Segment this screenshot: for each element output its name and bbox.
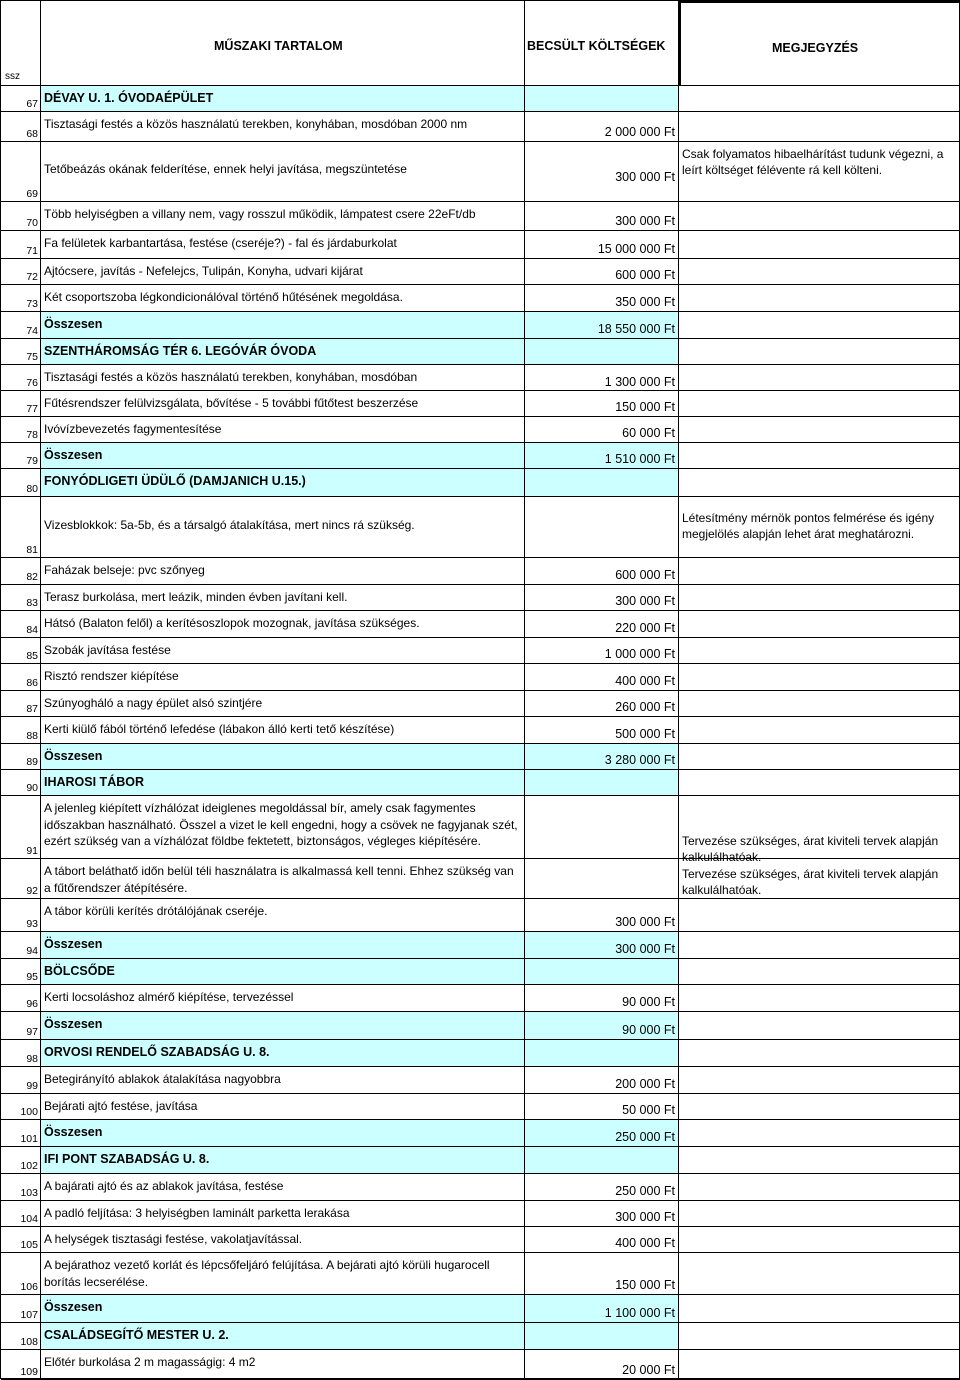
cost-cell	[525, 1295, 679, 1322]
description-cell	[41, 717, 525, 743]
cost-cell	[525, 664, 679, 690]
section-title: FONYÓDLIGETI ÜDÜLŐ (DAMJANICH U.15.)	[44, 474, 306, 488]
row-number: 88	[26, 730, 38, 742]
item-description: A helységek tisztasági festése, vakolatjavítással.	[44, 1232, 303, 1246]
cost-cell	[525, 1012, 679, 1039]
row-number-cell	[1, 365, 41, 390]
section-title: IFI PONT SZABADSÁG U. 8.	[44, 1152, 210, 1166]
section-title: SZENTHÁROMSÁG TÉR 6. LEGÓVÁR ÓVODA	[44, 344, 317, 358]
row-number: 82	[26, 571, 38, 583]
row-number-cell	[1, 717, 41, 743]
cost-cell	[525, 312, 679, 338]
table-row	[1, 1323, 960, 1350]
table-row	[1, 985, 960, 1012]
cost-cell	[525, 112, 679, 141]
section-title: Összesen	[44, 1125, 103, 1139]
description-cell	[41, 259, 525, 284]
table-row	[1, 112, 960, 142]
row-number-cell	[1, 1040, 41, 1066]
description-cell	[41, 1350, 525, 1379]
row-number-cell	[1, 312, 41, 338]
row-number: 90	[26, 782, 38, 794]
description-cell	[41, 770, 525, 795]
item-description: Tisztasági festés a közös használatú terekben, konyhában, mosdóban	[44, 370, 418, 384]
table-row	[1, 417, 960, 443]
total-cost: 18 550 000 Ft	[597, 322, 675, 336]
note-text: Csak folyamatos hibaelhárítást tudunk végezni, a leírt költséget félévente rá kell költeni.	[682, 147, 944, 177]
description-cell	[41, 959, 525, 984]
row-number: 79	[26, 455, 38, 467]
table-row	[1, 1067, 960, 1094]
header-ssz-cell	[1, 1, 41, 86]
row-number-cell	[1, 796, 41, 858]
table-row	[1, 717, 960, 744]
total-cost: 3 280 000 Ft	[604, 753, 675, 767]
item-cost: 260 000 Ft	[615, 700, 675, 714]
header-ssz: ssz	[5, 71, 20, 82]
description-cell	[41, 558, 525, 584]
cost-cell	[525, 443, 679, 468]
row-number: 83	[26, 597, 38, 609]
description-cell	[41, 932, 525, 958]
note-text: Létesítmény mérnök pontos felmérése és igény megjelölés alapján lehet árat meghatározni.	[682, 511, 935, 541]
row-number: 97	[26, 1026, 38, 1038]
cost-cell	[525, 859, 679, 898]
item-description: Két csoportszoba légkondicionálóval történő hűtésének megoldása.	[44, 290, 403, 304]
note-text: Tervezése szükséges, árat kiviteli tervek alapján kalkulálhatóak.	[682, 867, 939, 897]
table-row	[1, 558, 960, 585]
row-number: 86	[26, 677, 38, 689]
row-number: 108	[20, 1336, 38, 1348]
item-cost: 300 000 Ft	[615, 170, 675, 184]
item-cost: 300 000 Ft	[615, 214, 675, 228]
description-cell	[41, 859, 525, 898]
row-number-cell	[1, 585, 41, 610]
item-description: Ajtócsere, javítás - Nefelejcs, Tulipán, Konyha, udvari kijárat	[44, 264, 363, 278]
cost-cell	[525, 1067, 679, 1093]
total-cost: 300 000 Ft	[615, 942, 675, 956]
row-number: 100	[20, 1106, 38, 1118]
table-row	[1, 339, 960, 365]
item-description: A tábor körüli kerítés drótálójának cseréje.	[44, 904, 268, 918]
table-row	[1, 231, 960, 259]
section-title: IHAROSI TÁBOR	[44, 775, 144, 789]
row-number: 96	[26, 998, 38, 1010]
row-number: 80	[26, 483, 38, 495]
header-content-cell	[41, 1, 525, 86]
row-number-cell	[1, 1201, 41, 1226]
item-description: Hátsó (Balaton felől) a kerítésoszlopok mozognak, javítása szükséges.	[44, 616, 420, 630]
row-number-cell	[1, 959, 41, 984]
item-description: Bejárati ajtó festése, javítása	[44, 1099, 198, 1113]
cost-cell	[525, 611, 679, 637]
cost-cell	[525, 497, 679, 557]
row-number: 67	[26, 98, 38, 110]
row-number: 93	[26, 918, 38, 930]
cost-cell	[525, 1040, 679, 1066]
description-cell	[41, 285, 525, 311]
description-cell	[41, 417, 525, 442]
cost-cell	[525, 1174, 679, 1200]
total-cost: 250 000 Ft	[615, 1130, 675, 1144]
row-number-cell	[1, 1253, 41, 1294]
item-cost: 300 000 Ft	[615, 915, 675, 929]
row-number: 98	[26, 1053, 38, 1065]
row-number-cell	[1, 1227, 41, 1252]
item-cost: 200 000 Ft	[615, 1077, 675, 1091]
row-number: 109	[20, 1366, 38, 1378]
row-number-cell	[1, 339, 41, 364]
description-cell	[41, 443, 525, 468]
cost-cell	[525, 899, 679, 931]
item-description: Több helyiségben a villany nem, vagy rosszul működik, lámpatest csere 22eFt/db	[44, 207, 476, 221]
cost-cell	[525, 142, 679, 201]
table-row	[1, 469, 960, 497]
description-cell	[41, 365, 525, 390]
row-number: 105	[20, 1239, 38, 1251]
description-cell	[41, 1227, 525, 1252]
description-cell	[41, 611, 525, 637]
cost-cell	[525, 1350, 679, 1379]
row-number: 101	[20, 1133, 38, 1145]
item-description: Kerti locsoláshoz almérő kiépítése, tervezéssel	[44, 990, 294, 1004]
cost-cell	[525, 932, 679, 958]
row-number: 70	[26, 217, 38, 229]
description-cell	[41, 202, 525, 230]
cost-cell	[525, 1094, 679, 1119]
item-cost: 350 000 Ft	[615, 295, 675, 309]
description-cell	[41, 899, 525, 931]
item-description: Risztó rendszer kiépítése	[44, 669, 179, 683]
table-row	[1, 443, 960, 469]
description-cell	[41, 638, 525, 663]
table-row	[1, 664, 960, 691]
cost-cell	[525, 1201, 679, 1226]
description-cell	[41, 112, 525, 141]
row-number-cell	[1, 259, 41, 284]
cost-cell	[525, 1120, 679, 1146]
cost-cell	[525, 1147, 679, 1173]
table-row	[1, 585, 960, 611]
row-number-cell	[1, 1350, 41, 1379]
item-description: A jelenleg kiépített vízhálózat ideiglenes megoldással bír, amely csak fagymentes időszakban használható. Összel a vizet le kell engedni, hogy a csövek ne fagyjanak szét, ezért szükség van a vízhálózat földbe fektetett, biztonságos, végleges kiépítésére.	[44, 801, 518, 848]
row-number: 95	[26, 971, 38, 983]
cost-cell	[525, 86, 679, 111]
item-description: Szobák javítása festése	[44, 643, 171, 657]
table-row	[1, 86, 960, 112]
item-description: Szúnyogháló a nagy épület alsó szintjére	[44, 696, 263, 710]
row-number: 89	[26, 756, 38, 768]
row-number-cell	[1, 1147, 41, 1173]
table-row	[1, 1120, 960, 1147]
row-number-cell	[1, 1120, 41, 1146]
row-number-cell	[1, 1323, 41, 1349]
table-row	[1, 285, 960, 312]
item-description: Tetőbeázás okának felderítése, ennek helyi javítása, megszüntetése	[44, 162, 407, 176]
section-title: Összesen	[44, 1017, 103, 1031]
row-number-cell	[1, 231, 41, 258]
section-title: DÉVAY U. 1. ÓVODAÉPÜLET	[44, 91, 214, 105]
item-description: A bajárati ajtó és az ablakok javítása, festése	[44, 1179, 284, 1193]
header-notes-cell	[679, 1, 960, 86]
item-description: Ivóvízbevezetés fagymentesítése	[44, 422, 222, 436]
table-row	[1, 1227, 960, 1253]
item-description: Faházak belseje: pvc szőnyeg	[44, 563, 205, 577]
cost-cell	[525, 985, 679, 1011]
row-number-cell	[1, 112, 41, 141]
description-cell	[41, 391, 525, 416]
item-description: Tisztasági festés a közös használatú terekben, konyhában, mosdóban 2000 nm	[44, 117, 468, 131]
item-cost: 600 000 Ft	[615, 268, 675, 282]
table-row	[1, 1174, 960, 1201]
section-title: BÖLCSŐDE	[44, 964, 115, 978]
row-number-cell	[1, 932, 41, 958]
description-cell	[41, 1295, 525, 1322]
row-number: 75	[26, 351, 38, 363]
cost-cell	[525, 339, 679, 364]
section-title: Összesen	[44, 1300, 103, 1314]
table-row	[1, 1012, 960, 1040]
section-title: Összesen	[44, 937, 103, 951]
row-number-cell	[1, 899, 41, 931]
header-cost: BECSÜLT KÖLTSÉGEK	[527, 39, 666, 53]
table-row	[1, 202, 960, 231]
row-number: 103	[20, 1187, 38, 1199]
row-number: 76	[26, 377, 38, 389]
item-cost: 50 000 Ft	[622, 1103, 675, 1117]
description-cell	[41, 1040, 525, 1066]
row-number-cell	[1, 859, 41, 898]
description-cell	[41, 796, 525, 858]
description-cell	[41, 142, 525, 201]
item-cost: 15 000 000 Ft	[597, 242, 675, 256]
row-number-cell	[1, 558, 41, 584]
description-cell	[41, 691, 525, 716]
note-text: Tervezése szükséges, árat kiviteli tervek alapján kalkulálhatóak.	[682, 834, 939, 864]
section-title: ORVOSI RENDELŐ SZABADSÁG U. 8.	[44, 1045, 270, 1059]
item-description: A tábort beláthatő időn belül téli használatra is alkalmassá kell tenni. Ehhez szükség van a fűtőrendszer átépítésére.	[44, 864, 514, 895]
item-cost: 400 000 Ft	[615, 1236, 675, 1250]
row-number: 87	[26, 703, 38, 715]
description-cell	[41, 1094, 525, 1119]
cost-cell	[525, 365, 679, 390]
table-row	[1, 611, 960, 638]
item-cost: 20 000 Ft	[622, 1363, 675, 1377]
row-number: 85	[26, 650, 38, 662]
description-cell	[41, 1012, 525, 1039]
description-cell	[41, 86, 525, 111]
row-number: 94	[26, 945, 38, 957]
item-cost: 300 000 Ft	[615, 1210, 675, 1224]
row-number: 78	[26, 429, 38, 441]
table-row	[1, 259, 960, 285]
table-row	[1, 1040, 960, 1067]
row-number-cell	[1, 391, 41, 416]
table-row	[1, 638, 960, 664]
row-number: 68	[26, 128, 38, 140]
section-title: Összesen	[44, 749, 103, 763]
cost-cell	[525, 417, 679, 442]
item-cost: 150 000 Ft	[615, 400, 675, 414]
cost-cell	[525, 469, 679, 496]
row-number-cell	[1, 202, 41, 230]
item-cost: 400 000 Ft	[615, 674, 675, 688]
cost-cell	[525, 231, 679, 258]
row-number: 106	[20, 1281, 38, 1293]
description-cell	[41, 469, 525, 496]
section-title: Összesen	[44, 448, 103, 462]
cost-cell	[525, 1227, 679, 1252]
row-number-cell	[1, 638, 41, 663]
total-cost: 1 100 000 Ft	[604, 1306, 675, 1320]
row-number-cell	[1, 1174, 41, 1200]
item-description: Kerti kiülő fából történő lefedése (lábakon álló kerti tető készítése)	[44, 722, 395, 736]
row-number-cell	[1, 985, 41, 1011]
row-number-cell	[1, 611, 41, 637]
row-number-cell	[1, 417, 41, 442]
item-cost: 300 000 Ft	[615, 594, 675, 608]
item-description: A padló feljítása: 3 helyiségben laminált parketta lerakása	[44, 1206, 350, 1220]
item-cost: 220 000 Ft	[615, 621, 675, 635]
cost-cell	[525, 744, 679, 769]
cost-cell	[525, 1253, 679, 1294]
table-row	[1, 691, 960, 717]
description-cell	[41, 744, 525, 769]
row-number-cell	[1, 691, 41, 716]
row-number: 92	[26, 885, 38, 897]
row-number-cell	[1, 770, 41, 795]
cost-cell	[525, 796, 679, 858]
item-cost: 1 300 000 Ft	[604, 375, 675, 389]
item-description: A bejárathoz vezető korlát és lépcsőfeljáró felújítása. A bejárati ajtó körüli hugarocell borítás lecserélése.	[44, 1258, 490, 1289]
description-cell	[41, 1253, 525, 1294]
table-row	[1, 932, 960, 959]
description-cell	[41, 1147, 525, 1173]
row-number: 69	[26, 188, 38, 200]
description-cell	[41, 1323, 525, 1349]
table-row	[1, 959, 960, 985]
description-cell	[41, 231, 525, 258]
row-number-cell	[1, 1295, 41, 1322]
row-number-cell	[1, 1067, 41, 1093]
row-number: 91	[26, 845, 38, 857]
item-cost: 250 000 Ft	[615, 1184, 675, 1198]
header-content: MŰSZAKI TARTALOM	[214, 39, 343, 53]
item-description: Terasz burkolása, mert leázik, minden évben javítani kell.	[44, 590, 348, 604]
item-cost: 600 000 Ft	[615, 568, 675, 582]
row-number-cell	[1, 497, 41, 557]
row-number: 81	[26, 544, 38, 556]
cost-cell	[525, 259, 679, 284]
row-number-cell	[1, 1094, 41, 1119]
table-row	[1, 899, 960, 932]
description-cell	[41, 1174, 525, 1200]
item-description: Előtér burkolása 2 m magasságig: 4 m2	[44, 1355, 256, 1369]
cost-cell	[525, 770, 679, 795]
cost-cell	[525, 638, 679, 663]
table-row	[1, 365, 960, 391]
row-number-cell	[1, 142, 41, 201]
table-row	[1, 1350, 960, 1380]
row-number: 107	[20, 1309, 38, 1321]
item-cost: 500 000 Ft	[615, 727, 675, 741]
table-row	[1, 770, 960, 796]
description-cell	[41, 1067, 525, 1093]
row-number-cell	[1, 469, 41, 496]
cost-cell	[525, 558, 679, 584]
table-row	[1, 391, 960, 417]
cost-cell	[525, 959, 679, 984]
row-number: 72	[26, 271, 38, 283]
item-description: Fűtésrendszer felülvizsgálata, bővítése - 5 további fűtőtest beszerzése	[44, 396, 419, 410]
table-header	[1, 1, 960, 86]
table-row	[1, 1094, 960, 1120]
description-cell	[41, 339, 525, 364]
table-row	[1, 312, 960, 339]
row-number: 102	[20, 1160, 38, 1172]
item-description: Fa felületek karbantartása, festése (cseréje?) - fal és járdaburkolat	[44, 236, 397, 250]
description-cell	[41, 312, 525, 338]
cost-cell	[525, 691, 679, 716]
row-number: 77	[26, 403, 38, 415]
cost-cell	[525, 1323, 679, 1349]
row-number: 74	[26, 325, 38, 337]
table-row	[1, 1295, 960, 1323]
table-row	[1, 744, 960, 770]
item-cost: 2 000 000 Ft	[604, 125, 675, 139]
item-description: Betegirányító ablakok átalakítása nagyobbra	[44, 1072, 281, 1086]
row-number: 73	[26, 298, 38, 310]
description-cell	[41, 1120, 525, 1146]
item-cost: 1 000 000 Ft	[604, 647, 675, 661]
section-title: CSALÁDSEGÍTŐ MESTER U. 2.	[44, 1328, 229, 1342]
row-number-cell	[1, 285, 41, 311]
table-row	[1, 1147, 960, 1174]
total-cost: 1 510 000 Ft	[604, 452, 675, 466]
row-number-cell	[1, 86, 41, 111]
item-cost: 150 000 Ft	[615, 1278, 675, 1292]
description-cell	[41, 985, 525, 1011]
row-number: 99	[26, 1080, 38, 1092]
cost-cell	[525, 585, 679, 610]
row-number: 84	[26, 624, 38, 636]
table-row	[1, 1253, 960, 1295]
table-row	[1, 1201, 960, 1227]
cost-cell	[525, 717, 679, 743]
total-cost: 90 000 Ft	[622, 1023, 675, 1037]
item-cost: 60 000 Ft	[622, 426, 675, 440]
cost-cell	[525, 202, 679, 230]
description-cell	[41, 585, 525, 610]
row-number: 104	[20, 1213, 38, 1225]
row-number-cell	[1, 1012, 41, 1039]
header-notes: MEGJEGYZÉS	[772, 41, 859, 55]
description-cell	[41, 664, 525, 690]
cost-cell	[525, 285, 679, 311]
cost-cell	[525, 391, 679, 416]
item-description: Vizesblokkok: 5a-5b, és a társalgó átalakítása, mert nincs rá szükség.	[44, 518, 415, 532]
row-number-cell	[1, 744, 41, 769]
section-title: Összesen	[44, 317, 103, 331]
row-number: 71	[26, 245, 38, 257]
row-number-cell	[1, 664, 41, 690]
description-cell	[41, 497, 525, 557]
item-cost: 90 000 Ft	[622, 995, 675, 1009]
description-cell	[41, 1201, 525, 1226]
header-cost-cell	[525, 1, 679, 86]
row-number-cell	[1, 443, 41, 468]
